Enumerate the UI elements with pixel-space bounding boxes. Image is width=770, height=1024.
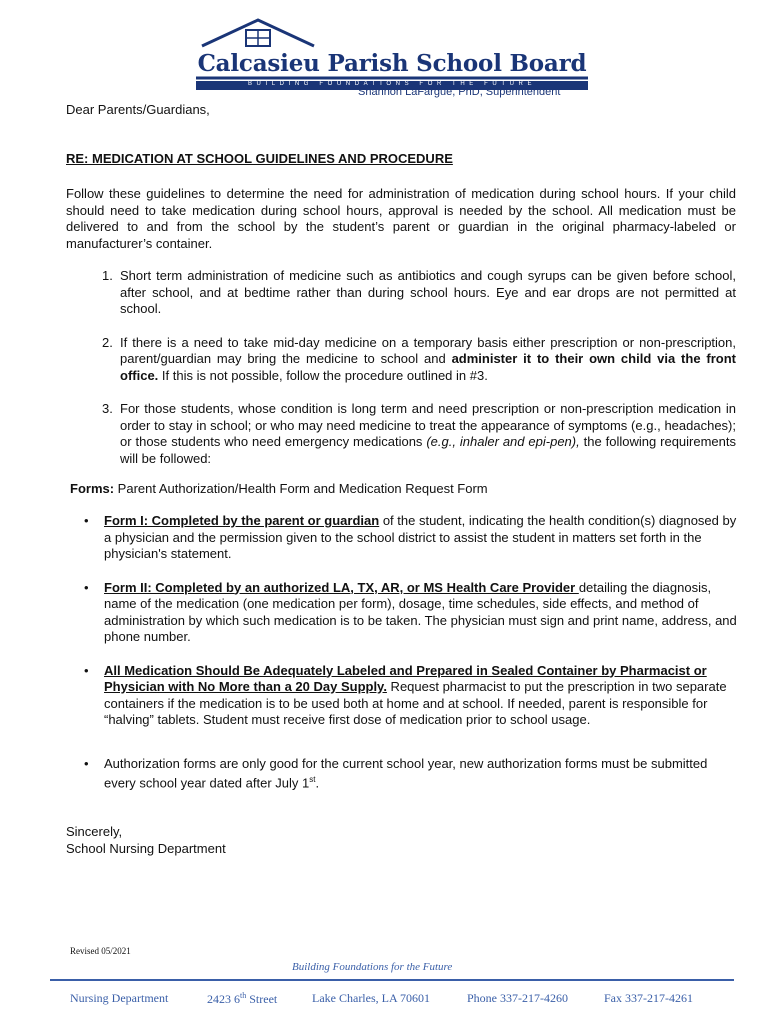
list-item-emphasis: administer it to their own child via the front office.	[120, 351, 736, 383]
bullet: •	[84, 755, 89, 771]
bullet-text: .	[315, 775, 320, 791]
forms-label: Forms:	[70, 481, 115, 496]
list-item	[84, 580, 738, 646]
street-suffix: th	[240, 991, 247, 1000]
forms-text: Parent Authorization/Health Form and Medication Request Form	[114, 481, 488, 496]
footer-divider	[50, 979, 734, 981]
list-item	[84, 663, 738, 729]
list-item-text: Short term administration of medicine such as antibiotics and cough syrups can be given before school, after school, and at bedtime rather than during school hours. Eye and ear drops are not permitted at school.	[120, 268, 736, 316]
footer-phone: Phone 337-217-4260	[467, 991, 568, 1005]
bullet-heading: Form I: Completed by the parent or guardian	[104, 513, 380, 528]
bullet-list	[84, 513, 738, 792]
bullet: •	[84, 513, 89, 528]
ordinal-suffix: st	[309, 775, 316, 784]
list-number: 2.	[102, 334, 113, 350]
salutation: Dear Parents/Guardians,	[66, 102, 210, 117]
bullet: •	[84, 662, 89, 678]
list-item	[84, 756, 738, 792]
footer-motto: Building Foundations for the Future	[292, 961, 453, 973]
org-tagline: BUILDING FOUNDATIONS FOR THE FUTURE	[247, 81, 537, 87]
signature: School Nursing Department	[66, 840, 226, 856]
numbered-list	[102, 268, 736, 467]
list-item-text: If there is a need to take mid-day medicine on a temporary basis either prescription or non-prescription, parent/guardian may bring the medicine to school and	[120, 334, 736, 366]
revised-date: Revised 05/2021	[70, 946, 131, 956]
closing	[66, 824, 226, 857]
list-item-text: For those students, whose condition is long term and need prescription or non-prescription medication in order to stay in school; or who may need medicine to treat the appearance of symptoms (e.g., headaches); or those students who need emergency medications	[120, 401, 736, 449]
list-item	[102, 401, 736, 467]
bullet-text: detailing the diagnosis, name of the medication (one medication per form), dosage, time schedules, side effects, and method of administration by which such medication is to be taken. The physician must sign and print name, address, and phone number.	[104, 579, 737, 644]
superintendent-name: Shannon LaFargue, PhD, Superintendent	[358, 86, 561, 98]
street-number: 2423 6	[207, 992, 240, 1006]
intro-paragraph: Follow these guidelines to determine the need for administration of medication during school hours. If your child should need to take medication during school hours, approval is needed by the school. All medication must be delivered to and from the school by the student’s parent or guardian in the original pharmacy-labeled or manufacturer’s container.	[66, 186, 736, 251]
bullet-text: Authorization forms are only good for the current school year, new authorization forms must be submitted every school year dated after July 1	[104, 755, 708, 791]
list-number: 3.	[102, 401, 113, 416]
list-item	[102, 268, 736, 318]
list-item-text: If this is not possible, follow the procedure outlined in #3.	[158, 367, 488, 383]
footer-street	[207, 991, 277, 1007]
footer-fax: Fax 337-217-4261	[604, 991, 693, 1005]
bullet-heading: All Medication Should Be Adequately Labeled and Prepared in Sealed Container by Pharmacist or Physician with No More than a 20 Day Supply.	[104, 662, 707, 694]
bullet: •	[84, 579, 89, 595]
org-name: Calcasieu Parish School Board	[197, 50, 587, 77]
list-item-italic: (e.g., inhaler and epi-pen),	[426, 434, 580, 449]
footer-department: Nursing Department	[70, 991, 169, 1005]
subject-line: RE: MEDICATION AT SCHOOL GUIDELINES AND PROCEDURE	[66, 151, 453, 166]
bullet-text: of the student, indicating the health condition(s) diagnosed by a physician and the permission given to the school district to assist the student in matters set forth in the physician's statement.	[104, 513, 737, 561]
list-item-text: the following requirements will be followed:	[120, 434, 736, 466]
bullet-text: Request pharmacist to put the prescription in two separate containers if the medication is to be used both at home and at school. If needed, parent is responsible for “halving” tablets. Student must receive first dose of medication prior to school usage.	[104, 679, 727, 727]
list-item	[84, 513, 738, 563]
footer-city: Lake Charles, LA 70601	[312, 991, 430, 1005]
closing-word: Sincerely,	[66, 824, 123, 839]
street-name: Street	[246, 992, 278, 1006]
list-item	[102, 335, 736, 385]
list-number: 1.	[102, 268, 113, 283]
forms-line	[70, 481, 488, 498]
bullet-heading: Form II: Completed by an authorized LA, TX, AR, or MS Health Care Provider	[104, 579, 579, 595]
